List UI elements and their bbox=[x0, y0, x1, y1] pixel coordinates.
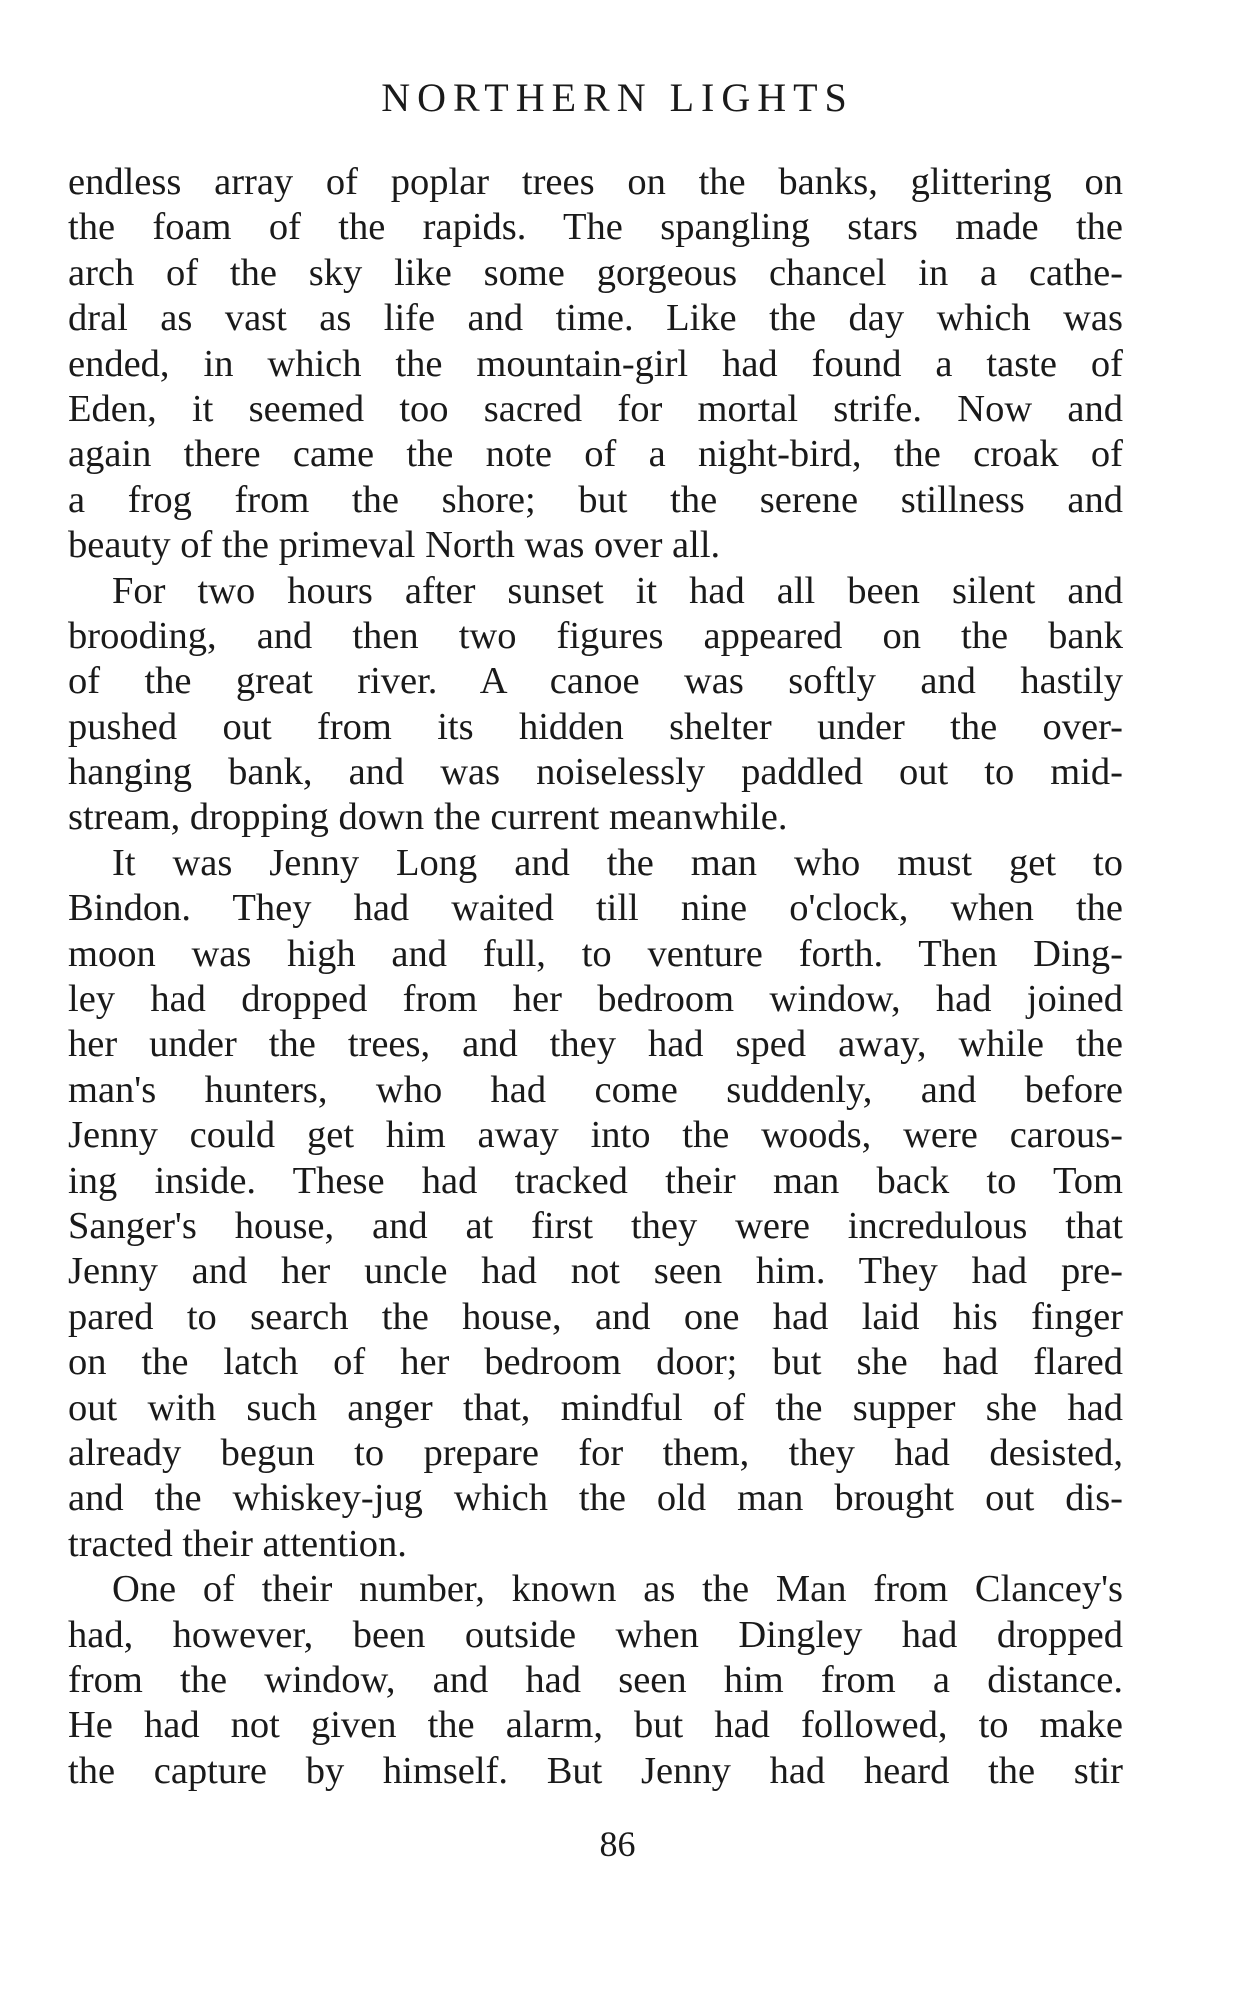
body-text bbox=[68, 160, 1123, 1794]
text-line: from the window, and had seen him from a distance. bbox=[68, 1658, 1123, 1701]
running-head: NORTHERN LIGHTS bbox=[381, 75, 854, 120]
text-line: tracted their attention. bbox=[68, 1522, 407, 1565]
text-line: a frog from the shore; but the serene stillness and bbox=[68, 478, 1123, 521]
text-line: brooding, and then two figures appeared on the bank bbox=[68, 614, 1123, 657]
text-line: already begun to prepare for them, they had desisted, bbox=[68, 1431, 1123, 1474]
text-line: ley had dropped from her bedroom window, had joined bbox=[68, 978, 1123, 1021]
text-line: Eden, it seemed too sacred for mortal strife. Now and bbox=[68, 387, 1123, 430]
text-line: stream, dropping down the current meanwhile. bbox=[68, 796, 788, 839]
text-line: Bindon. They had waited till nine o'clock, when the bbox=[68, 887, 1123, 930]
text-line: out with such anger that, mindful of the supper she had bbox=[68, 1386, 1123, 1429]
text-line: Jenny and her uncle had not seen him. They had pre- bbox=[68, 1250, 1123, 1293]
text-line: on the latch of her bedroom door; but she had flared bbox=[68, 1341, 1123, 1384]
text-line: ing inside. These had tracked their man back to Tom bbox=[68, 1159, 1123, 1202]
text-line: the capture by himself. But Jenny had heard the stir bbox=[68, 1749, 1123, 1792]
text-line: the foam of the rapids. The spangling stars made the bbox=[68, 206, 1123, 249]
text-line: beauty of the primeval North was over all. bbox=[68, 524, 721, 567]
text-line: of the great river. A canoe was softly and hastily bbox=[68, 660, 1123, 703]
page-number: 86 bbox=[599, 1824, 636, 1864]
text-line: ended, in which the mountain-girl had found a taste of bbox=[68, 342, 1123, 385]
text-line: arch of the sky like some gorgeous chancel in a cathe- bbox=[68, 251, 1123, 294]
text-line: He had not given the alarm, but had followed, to make bbox=[68, 1704, 1123, 1747]
text-line: It was Jenny Long and the man who must get to bbox=[112, 841, 1123, 884]
text-line: again there came the note of a night-bird, the croak of bbox=[68, 433, 1123, 476]
text-line: moon was high and full, to venture forth. Then Ding- bbox=[68, 932, 1123, 975]
text-line: dral as vast as life and time. Like the day which was bbox=[68, 297, 1123, 340]
text-line: Jenny could get him away into the woods, were carous- bbox=[68, 1114, 1123, 1157]
text-line: For two hours after sunset it had all been silent and bbox=[112, 569, 1123, 612]
text-line: One of their number, known as the Man from Clancey's bbox=[112, 1568, 1123, 1611]
text-line: Sanger's house, and at first they were incredulous that bbox=[68, 1204, 1123, 1247]
text-line: had, however, been outside when Dingley had dropped bbox=[68, 1613, 1123, 1656]
text-line: hanging bank, and was noiselessly paddled out to mid- bbox=[68, 751, 1123, 794]
text-line: her under the trees, and they had sped away, while the bbox=[68, 1023, 1123, 1066]
text-line: pushed out from its hidden shelter under the over- bbox=[68, 705, 1123, 748]
text-line: endless array of poplar trees on the banks, glittering on bbox=[68, 161, 1123, 203]
text-line: man's hunters, who had come suddenly, and before bbox=[68, 1068, 1123, 1111]
text-line: and the whiskey-jug which the old man brought out dis- bbox=[68, 1477, 1123, 1520]
text-line: pared to search the house, and one had laid his finger bbox=[68, 1295, 1123, 1338]
